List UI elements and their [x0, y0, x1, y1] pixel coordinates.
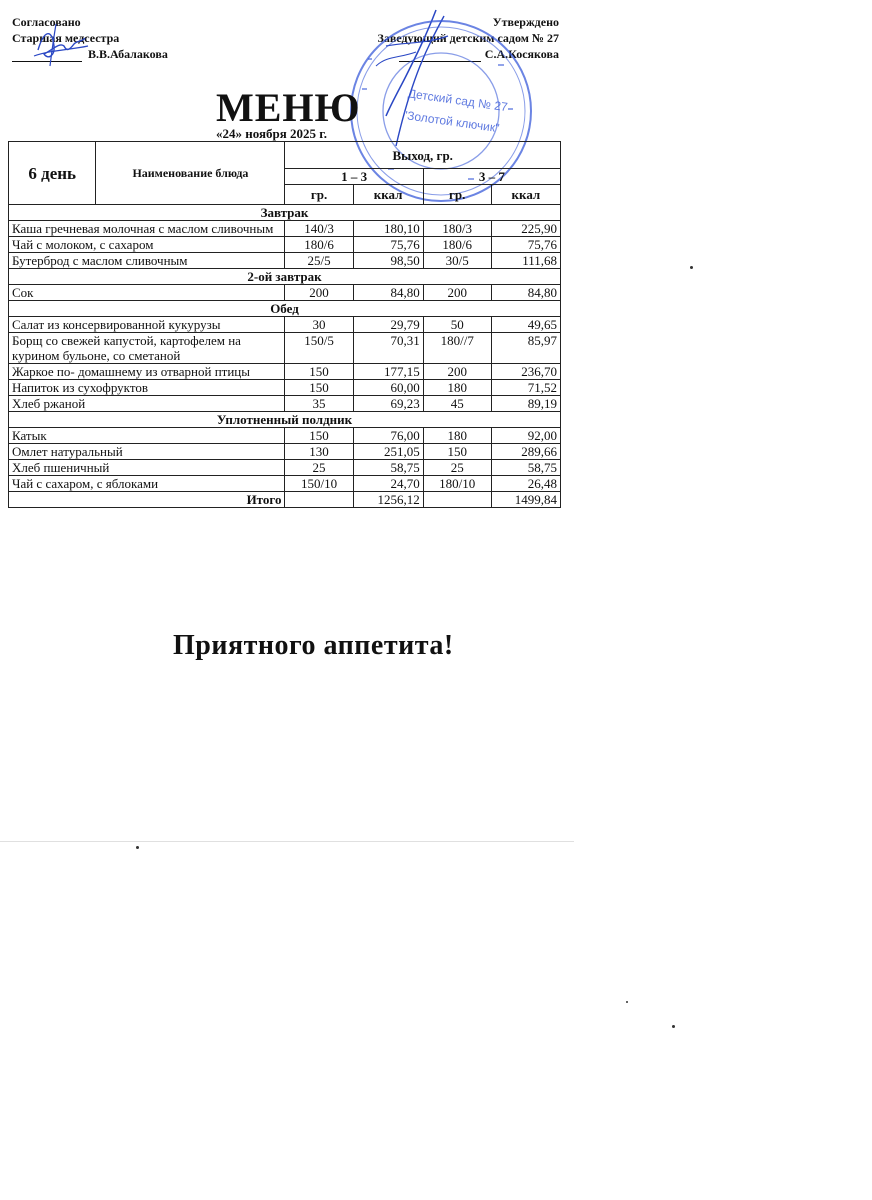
dish-row — [9, 476, 561, 492]
dish-row — [9, 428, 561, 444]
age-group-1-header: 1 – 3 — [285, 169, 423, 185]
total-label: Итого — [9, 492, 285, 508]
kcal-1: 251,05 — [353, 444, 423, 460]
portion-grams-2: 45 — [423, 396, 491, 412]
section-row — [9, 301, 561, 317]
dish-name: Чай с сахаром, с яблоками — [9, 476, 285, 492]
kcal-2: 49,65 — [491, 317, 560, 333]
dish-name: Хлеб ржаной — [9, 396, 285, 412]
dish-name: Хлеб пшеничный — [9, 460, 285, 476]
dish-name: Салат из консервированной кукурузы — [9, 317, 285, 333]
section-title: 2-ой завтрак — [9, 269, 561, 285]
portion-grams-1: 25/5 — [285, 253, 353, 269]
kcal-2: 71,52 — [491, 380, 560, 396]
dish-row — [9, 221, 561, 237]
dish-row — [9, 285, 561, 301]
dish-name: Напиток из сухофруктов — [9, 380, 285, 396]
seal-text-line2: "Золотой ключик" — [402, 107, 501, 136]
dish-name: Омлет натуральный — [9, 444, 285, 460]
total-row — [9, 492, 561, 508]
portion-grams-2: 180 — [423, 380, 491, 396]
scan-speck — [672, 1025, 675, 1028]
scan-speck — [690, 266, 693, 269]
total-kcal-1: 1256,12 — [353, 492, 423, 508]
section-row — [9, 205, 561, 221]
kcal-2: 26,48 — [491, 476, 560, 492]
portion-grams-1: 150 — [285, 364, 353, 380]
section-title: Уплотненный полдник — [9, 412, 561, 428]
dish-row — [9, 460, 561, 476]
director-title: Заведующий детским садом № 27 — [377, 31, 559, 45]
output-header: Выход, гр. — [285, 142, 561, 169]
menu-table — [8, 141, 561, 508]
total-g2 — [423, 492, 491, 508]
menu-body — [9, 205, 561, 492]
portion-grams-2: 30/5 — [423, 253, 491, 269]
portion-grams-1: 35 — [285, 396, 353, 412]
kcal-1: 60,00 — [353, 380, 423, 396]
dish-row — [9, 396, 561, 412]
portion-grams-2: 180/6 — [423, 237, 491, 253]
page-title: МЕНЮ — [216, 85, 361, 130]
total-g1 — [285, 492, 353, 508]
menu-date: «24» ноября 2025 г. — [216, 126, 327, 141]
kcal-2: 58,75 — [491, 460, 560, 476]
portion-grams-2: 180/3 — [423, 221, 491, 237]
kcal-1: 177,15 — [353, 364, 423, 380]
total-kcal-2: 1499,84 — [491, 492, 560, 508]
head-nurse-name: В.В.Абалакова — [88, 47, 168, 61]
dish-name: Жаркое по- домашнему из отварной птицы — [9, 364, 285, 380]
dish-row — [9, 364, 561, 380]
kcal-header-2: ккал — [491, 185, 560, 205]
portion-grams-2: 25 — [423, 460, 491, 476]
portion-grams-2: 200 — [423, 364, 491, 380]
portion-grams-1: 150/5 — [285, 333, 353, 364]
portion-grams-1: 25 — [285, 460, 353, 476]
portion-grams-2: 200 — [423, 285, 491, 301]
portion-grams-1: 130 — [285, 444, 353, 460]
kcal-2: 225,90 — [491, 221, 560, 237]
approved-label: Согласовано — [12, 15, 81, 29]
portion-grams-2: 180/10 — [423, 476, 491, 492]
dish-name: Катык — [9, 428, 285, 444]
portion-grams-1: 150 — [285, 428, 353, 444]
dish-row — [9, 253, 561, 269]
kcal-1: 84,80 — [353, 285, 423, 301]
day-label: 6 день — [9, 142, 96, 205]
portion-grams-1: 30 — [285, 317, 353, 333]
portion-grams-2: 150 — [423, 444, 491, 460]
dish-row — [9, 237, 561, 253]
scan-speck — [136, 846, 139, 849]
kcal-2: 111,68 — [491, 253, 560, 269]
seal-text-line1: Детский сад № 27 — [407, 86, 509, 115]
portion-grams-1: 140/3 — [285, 221, 353, 237]
section-title: Обед — [9, 301, 561, 317]
kcal-header-1: ккал — [353, 185, 423, 205]
dish-row — [9, 444, 561, 460]
kcal-2: 85,97 — [491, 333, 560, 364]
dish-row — [9, 333, 561, 364]
dish-row — [9, 317, 561, 333]
kcal-1: 29,79 — [353, 317, 423, 333]
dish-name-header: Наименование блюда — [96, 142, 285, 205]
section-row — [9, 269, 561, 285]
section-title: Завтрак — [9, 205, 561, 221]
portion-grams-1: 180/6 — [285, 237, 353, 253]
portion-grams-1: 200 — [285, 285, 353, 301]
kcal-1: 98,50 — [353, 253, 423, 269]
dish-name: Бутерброд с маслом сливочным — [9, 253, 285, 269]
kcal-2: 75,76 — [491, 237, 560, 253]
portion-grams-2: 180 — [423, 428, 491, 444]
section-row — [9, 412, 561, 428]
age-group-2-header: 3 – 7 — [423, 169, 560, 185]
dish-name: Чай с молоком, с сахаром — [9, 237, 285, 253]
dish-name: Борщ со свежей капустой, картофелем на курином бульоне, со сметаной — [9, 333, 285, 364]
dish-row — [9, 380, 561, 396]
kcal-2: 289,66 — [491, 444, 560, 460]
closing-wish: Приятного аппетита! — [173, 630, 454, 661]
portion-grams-2: 50 — [423, 317, 491, 333]
kcal-1: 24,70 — [353, 476, 423, 492]
kcal-2: 92,00 — [491, 428, 560, 444]
scan-edge-line — [0, 841, 574, 842]
dish-name: Каша гречневая молочная с маслом сливочным — [9, 221, 285, 237]
portion-grams-2: 180//7 — [423, 333, 491, 364]
confirmed-label: Утверждено — [492, 15, 559, 29]
director-name: С.А.Косякова — [484, 47, 559, 61]
portion-grams-1: 150/10 — [285, 476, 353, 492]
dish-name: Сок — [9, 285, 285, 301]
portion-grams-1: 150 — [285, 380, 353, 396]
kcal-2: 236,70 — [491, 364, 560, 380]
grams-header-2: гр. — [423, 185, 491, 205]
kcal-1: 70,31 — [353, 333, 423, 364]
kcal-1: 76,00 — [353, 428, 423, 444]
signature-left — [30, 20, 90, 68]
kcal-1: 58,75 — [353, 460, 423, 476]
kcal-1: 69,23 — [353, 396, 423, 412]
grams-header-1: гр. — [285, 185, 353, 205]
kcal-1: 75,76 — [353, 237, 423, 253]
kcal-1: 180,10 — [353, 221, 423, 237]
head-nurse-title: Старшая медсестра — [12, 31, 120, 45]
kcal-2: 89,19 — [491, 396, 560, 412]
kcal-2: 84,80 — [491, 285, 560, 301]
scan-speck — [626, 1001, 628, 1003]
